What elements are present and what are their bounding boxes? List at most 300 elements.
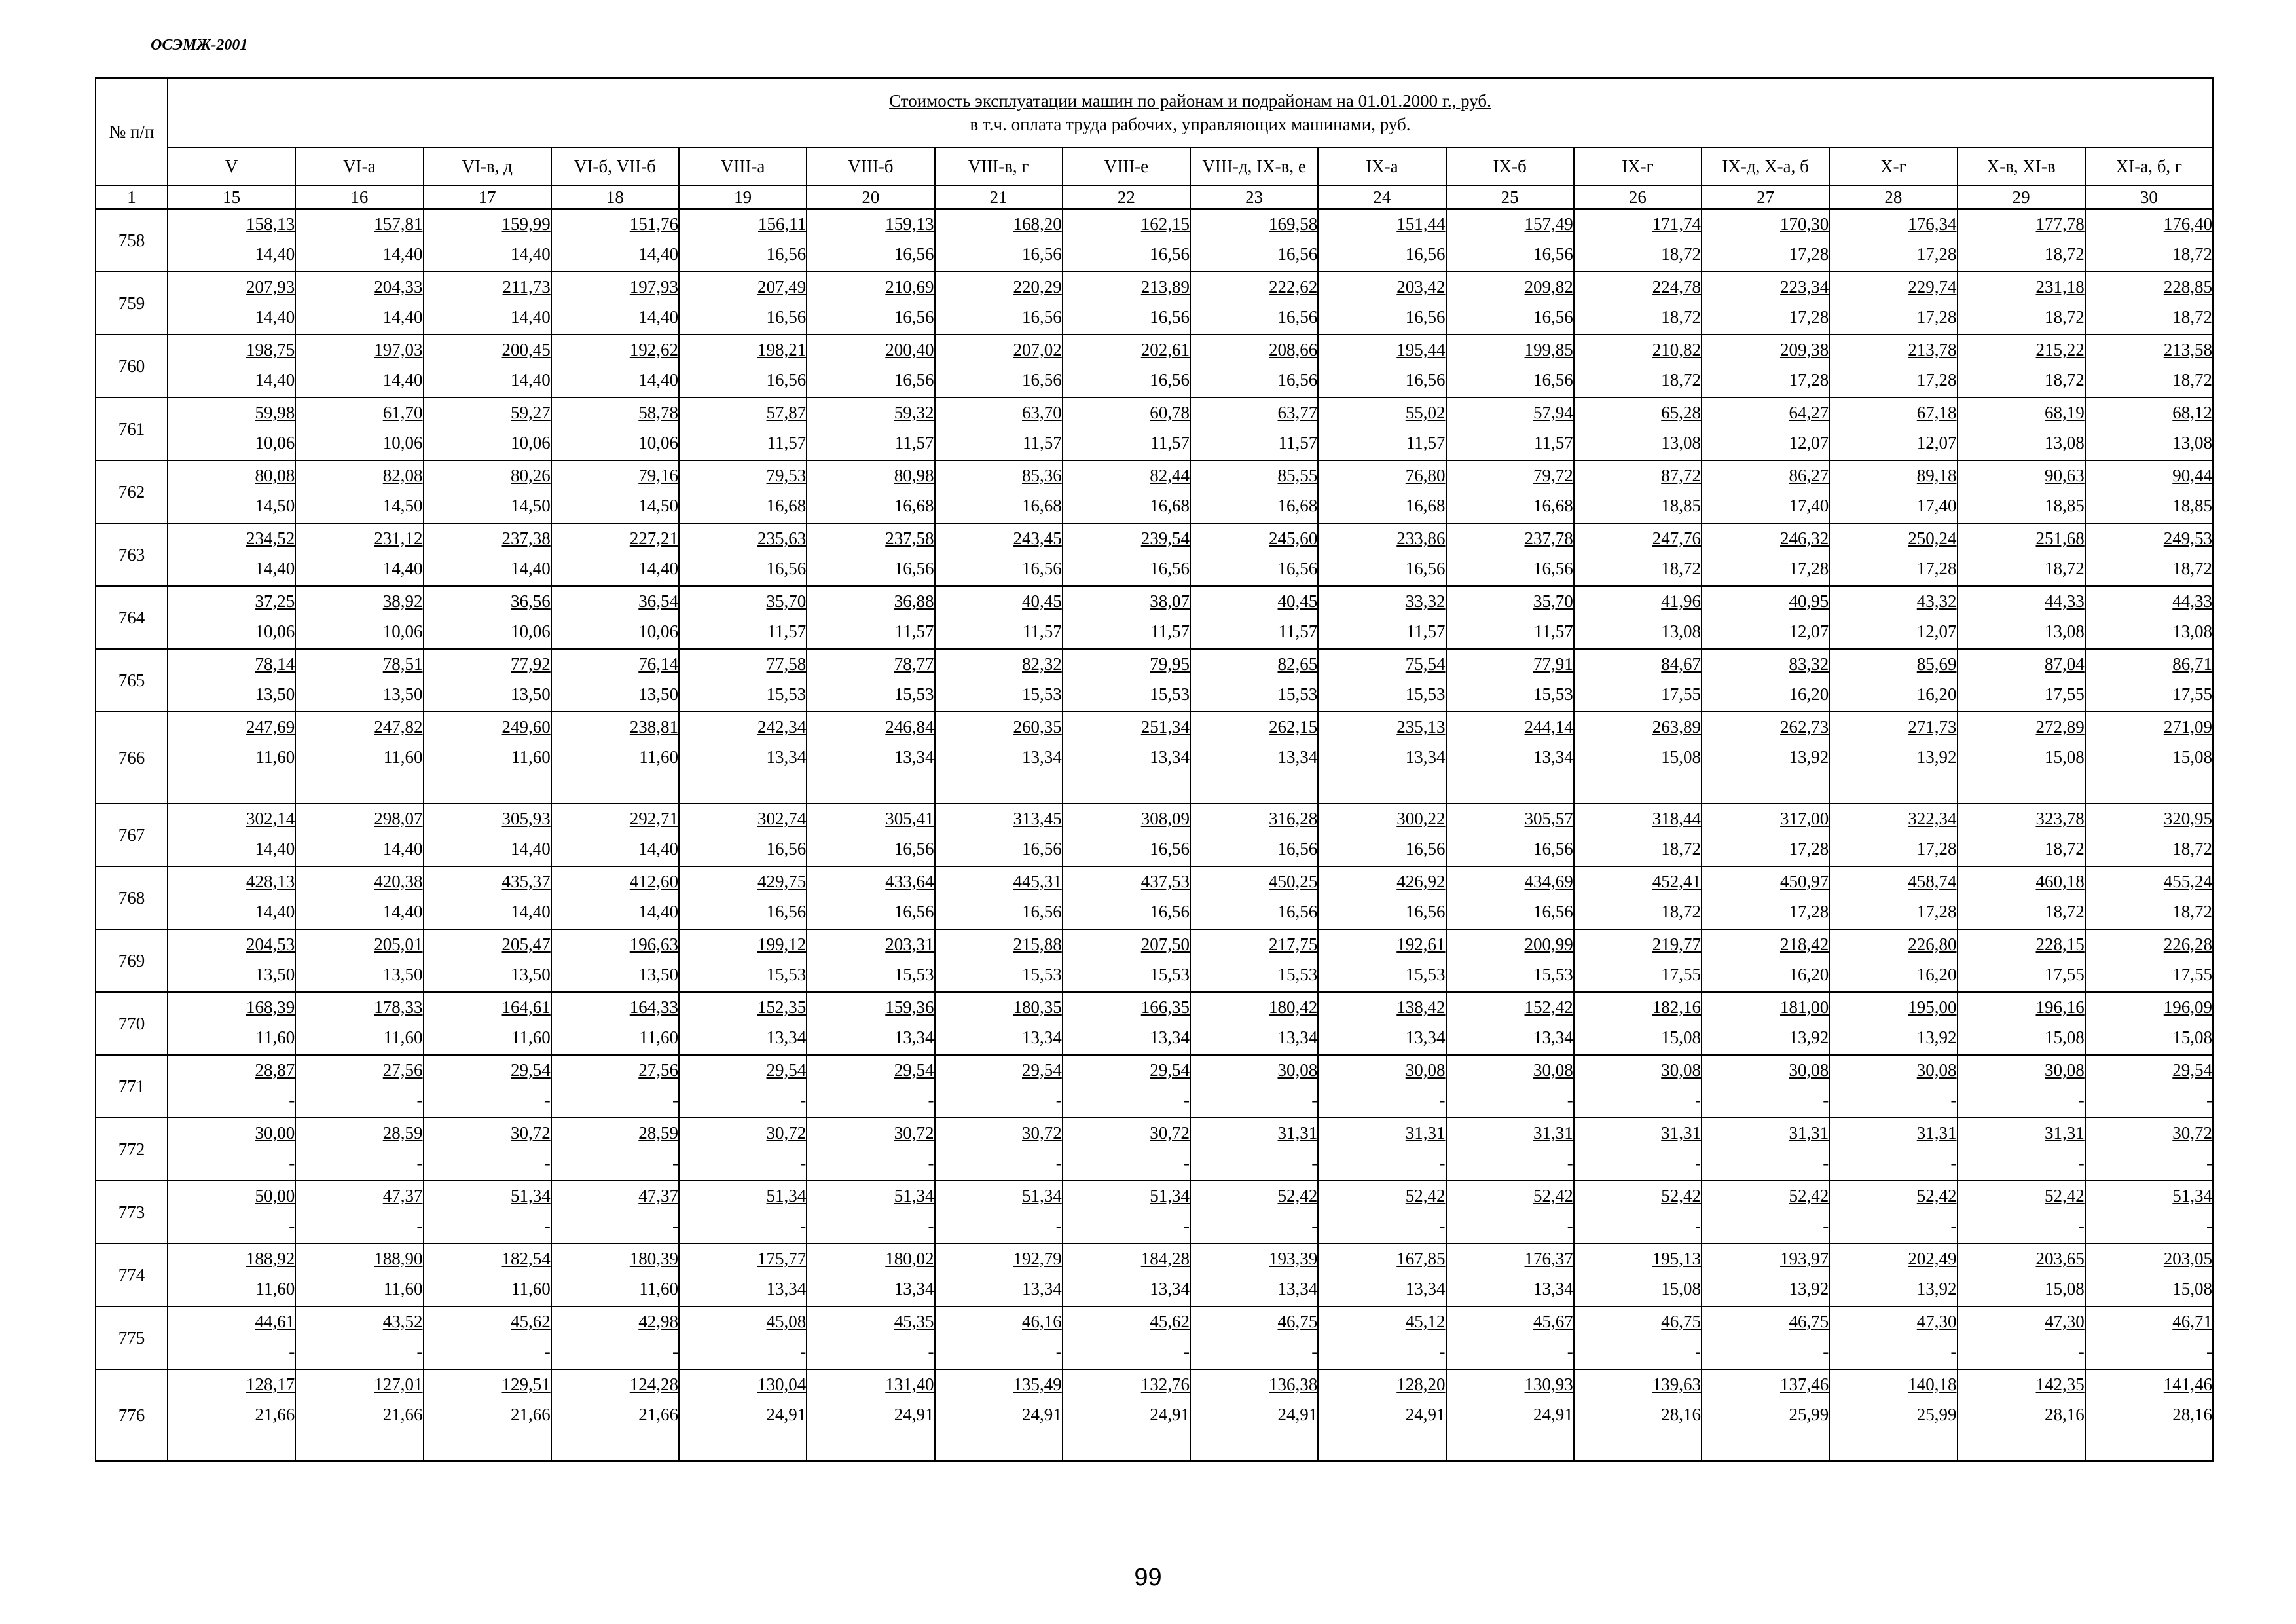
operator-wage-value: 16,56 [1533, 902, 1573, 921]
value-cell [1063, 272, 1190, 335]
machine-cost-value: 176,37 [1524, 1249, 1573, 1268]
value-cell [424, 649, 551, 712]
table-row [96, 1369, 2213, 1461]
operator-wage-value: 12,07 [1789, 433, 1829, 452]
title-line-cost: Стоимость эксплуатации машин по районам и подрайонам на 01.01.2000 г., руб. [889, 91, 1491, 111]
value-cell [424, 397, 551, 460]
value-cell [1958, 209, 2085, 272]
value-cell [295, 335, 423, 397]
operator-wage-value: 16,56 [766, 370, 807, 390]
machine-cost-value: 197,93 [629, 277, 678, 297]
value-cell [807, 335, 934, 397]
operator-wage-value: 17,28 [1916, 307, 1957, 327]
machine-cost-value: 36,56 [511, 591, 551, 611]
machine-cost-value: 168,39 [246, 997, 295, 1017]
operator-wage-value: 12,07 [1789, 621, 1829, 641]
operator-wage-value: 16,56 [1277, 902, 1318, 921]
operator-wage-value: 14,40 [382, 839, 423, 858]
value-cell [1063, 586, 1190, 649]
value-cell [1702, 649, 1829, 712]
operator-wage-value: - [1950, 1216, 1957, 1236]
value-cell [1190, 866, 1318, 929]
value-cell [2085, 272, 2213, 335]
value-cell [424, 209, 551, 272]
value-cell [168, 1055, 295, 1118]
value-cell [1318, 335, 1446, 397]
machine-cost-value: 51,34 [894, 1186, 934, 1206]
operator-wage-value: 13,34 [894, 1027, 934, 1047]
machine-cost-value: 195,13 [1652, 1249, 1701, 1268]
operator-wage-value: 13,92 [1916, 747, 1957, 767]
value-cell [1829, 712, 1957, 803]
machine-cost-value: 199,12 [757, 934, 807, 954]
machine-cost-value: 63,70 [1022, 403, 1062, 422]
operator-wage-value: - [1055, 1090, 1062, 1110]
value-cell [1958, 992, 2085, 1055]
operator-wage-value: 11,57 [1150, 433, 1190, 452]
operator-wage-value: 11,57 [1406, 433, 1446, 452]
value-cell [551, 1055, 679, 1118]
table-row [96, 272, 2213, 335]
value-cell [807, 1181, 934, 1244]
value-cell [1958, 586, 2085, 649]
value-cell [1829, 929, 1957, 992]
machine-cost-value: 30,08 [1405, 1060, 1446, 1080]
machine-cost-value: 27,56 [638, 1060, 678, 1080]
operator-wage-value: 15,53 [1277, 684, 1318, 704]
machine-cost-value: 67,18 [1916, 403, 1957, 422]
machine-cost-value: 247,76 [1652, 528, 1701, 548]
table-body [96, 209, 2213, 1461]
operator-wage-value: 16,56 [1150, 244, 1190, 264]
value-cell [1318, 649, 1446, 712]
column-index-cell: 19 [679, 185, 807, 209]
table-row [96, 209, 2213, 272]
machine-cost-value: 45,35 [894, 1312, 934, 1331]
value-cell [1574, 335, 1702, 397]
value-cell [1318, 1055, 1446, 1118]
machine-cost-value: 30,72 [1022, 1123, 1062, 1143]
table-title [168, 78, 2213, 147]
value-cell [1702, 1118, 1829, 1181]
value-cell [807, 460, 934, 523]
machine-cost-value: 203,05 [2163, 1249, 2213, 1268]
machine-cost-value: 33,32 [1405, 591, 1446, 611]
operator-wage-value: 16,68 [1533, 496, 1573, 515]
value-cell [807, 1055, 934, 1118]
operator-wage-value: - [672, 1090, 678, 1110]
operator-wage-value: 17,28 [1916, 839, 1957, 858]
value-cell [935, 272, 1063, 335]
operator-wage-value: 13,50 [255, 684, 295, 704]
value-cell [168, 460, 295, 523]
value-cell [424, 803, 551, 866]
value-cell [1190, 460, 1318, 523]
machine-cost-value: 197,03 [374, 340, 423, 360]
operator-wage-value: 18,72 [2172, 307, 2213, 327]
value-cell [679, 1055, 807, 1118]
machine-cost-value: 30,72 [1150, 1123, 1190, 1143]
machine-cost-value: 300,22 [1396, 809, 1446, 828]
row-number: 768 [96, 866, 168, 929]
operator-wage-value: 15,53 [1022, 965, 1062, 984]
value-cell [424, 272, 551, 335]
operator-wage-value: 25,99 [1789, 1405, 1829, 1424]
operator-wage-value: 17,28 [1789, 244, 1829, 264]
machine-cost-value: 426,92 [1396, 872, 1446, 891]
value-cell [295, 523, 423, 586]
operator-wage-value: 13,08 [1661, 621, 1701, 641]
value-cell [551, 1306, 679, 1369]
operator-wage-value: 13,34 [1533, 747, 1573, 767]
column-index-cell: 22 [1063, 185, 1190, 209]
value-cell [2085, 1244, 2213, 1306]
operator-wage-value: 13,34 [766, 747, 807, 767]
value-cell [1958, 1118, 2085, 1181]
value-cell [1063, 1244, 1190, 1306]
machine-cost-value: 157,81 [374, 214, 423, 234]
operator-wage-value: 14,50 [638, 496, 678, 515]
machine-cost-value: 79,53 [766, 466, 807, 485]
operator-wage-value: - [800, 1216, 807, 1236]
operator-wage-value: - [289, 1153, 295, 1173]
value-cell [551, 866, 679, 929]
value-cell [1574, 1181, 1702, 1244]
value-cell [935, 803, 1063, 866]
machine-cost-value: 76,80 [1405, 466, 1446, 485]
value-cell [1446, 272, 1574, 335]
operator-wage-value: - [1567, 1342, 1573, 1361]
value-cell [1063, 992, 1190, 1055]
operator-wage-value: 13,50 [255, 965, 295, 984]
machine-cost-value: 87,04 [2045, 654, 2085, 674]
value-cell [1318, 523, 1446, 586]
machine-cost-value: 30,08 [1533, 1060, 1573, 1080]
operator-wage-value: 16,56 [1405, 307, 1446, 327]
value-cell [295, 1055, 423, 1118]
value-cell [1446, 1118, 1574, 1181]
machine-cost-value: 188,92 [246, 1249, 295, 1268]
row-number: 772 [96, 1118, 168, 1181]
operator-wage-value: 14,50 [382, 496, 423, 515]
value-cell [1446, 992, 1574, 1055]
column-header: VI-а [295, 147, 423, 185]
value-cell [1574, 649, 1702, 712]
value-cell [168, 866, 295, 929]
machine-cost-value: 85,69 [1916, 654, 1957, 674]
table-row [96, 649, 2213, 712]
value-cell [1574, 523, 1702, 586]
row-number: 774 [96, 1244, 168, 1306]
operator-wage-value: 16,20 [1789, 684, 1829, 704]
page-number: 99 [1134, 1564, 1162, 1591]
column-index-cell: 26 [1574, 185, 1702, 209]
value-cell [1063, 649, 1190, 712]
value-cell [1958, 803, 2085, 866]
machine-cost-value: 305,41 [885, 809, 934, 828]
machine-cost-value: 79,95 [1150, 654, 1190, 674]
operator-wage-value: 14,40 [382, 244, 423, 264]
column-header: VIII-в, г [935, 147, 1063, 185]
machine-cost-value: 43,32 [1916, 591, 1957, 611]
value-cell [168, 1181, 295, 1244]
machine-cost-value: 164,33 [629, 997, 678, 1017]
machine-cost-value: 30,00 [255, 1123, 295, 1143]
machine-cost-value: 47,37 [638, 1186, 678, 1206]
operator-wage-value: 16,56 [1405, 902, 1446, 921]
machine-cost-value: 31,31 [1533, 1123, 1573, 1143]
cost-table [95, 77, 2214, 1462]
operator-wage-value: 16,56 [1150, 370, 1190, 390]
operator-wage-value: 13,34 [766, 1027, 807, 1047]
machine-cost-value: 217,75 [1269, 934, 1318, 954]
value-cell [1063, 1181, 1190, 1244]
machine-cost-value: 176,34 [1908, 214, 1957, 234]
operator-wage-value: 16,56 [1150, 839, 1190, 858]
machine-cost-value: 78,14 [255, 654, 295, 674]
value-cell [1063, 1306, 1190, 1369]
table-row [96, 929, 2213, 992]
value-cell [1446, 803, 1574, 866]
machine-cost-value: 30,08 [2045, 1060, 2085, 1080]
operator-wage-value: - [928, 1153, 934, 1173]
row-number: 773 [96, 1181, 168, 1244]
value-cell [2085, 1055, 2213, 1118]
column-header: X-в, XI-в [1958, 147, 2085, 185]
operator-wage-value: - [672, 1153, 678, 1173]
value-cell [807, 712, 934, 803]
value-cell [551, 803, 679, 866]
value-cell [168, 586, 295, 649]
value-cell [807, 1369, 934, 1461]
machine-cost-value: 29,54 [1150, 1060, 1190, 1080]
operator-wage-value: - [928, 1216, 934, 1236]
value-cell [551, 712, 679, 803]
machine-cost-value: 228,15 [2035, 934, 2085, 954]
value-cell [168, 1306, 295, 1369]
machine-cost-value: 204,53 [246, 934, 295, 954]
operator-wage-value: - [1823, 1342, 1829, 1361]
machine-cost-value: 135,49 [1013, 1375, 1062, 1394]
value-cell [551, 929, 679, 992]
value-cell [807, 1306, 934, 1369]
value-cell [1574, 586, 1702, 649]
machine-cost-value: 78,51 [382, 654, 423, 674]
operator-wage-value: - [2078, 1090, 2085, 1110]
value-cell [1829, 460, 1957, 523]
operator-wage-value: 14,40 [638, 559, 678, 578]
value-cell [1318, 1181, 1446, 1244]
value-cell [295, 209, 423, 272]
operator-wage-value: 28,16 [2045, 1405, 2085, 1424]
operator-wage-value: 18,85 [2045, 496, 2085, 515]
value-cell [295, 1244, 423, 1306]
column-index-row [96, 185, 2213, 209]
value-cell [1446, 1055, 1574, 1118]
value-cell [935, 929, 1063, 992]
value-cell [1702, 209, 1829, 272]
value-cell [1190, 586, 1318, 649]
machine-cost-value: 38,07 [1150, 591, 1190, 611]
machine-cost-value: 302,74 [757, 809, 807, 828]
machine-cost-value: 87,72 [1661, 466, 1701, 485]
machine-cost-value: 79,72 [1533, 466, 1573, 485]
machine-cost-value: 27,56 [382, 1060, 423, 1080]
value-cell [1702, 397, 1829, 460]
machine-cost-value: 182,16 [1652, 997, 1701, 1017]
operator-wage-value: 10,06 [638, 433, 678, 452]
operator-wage-value: - [2078, 1153, 2085, 1173]
operator-wage-value: 13,34 [894, 747, 934, 767]
value-cell [295, 649, 423, 712]
operator-wage-value: 16,56 [1405, 370, 1446, 390]
operator-wage-value: 16,56 [1533, 244, 1573, 264]
operator-wage-value: 15,53 [1533, 684, 1573, 704]
machine-cost-value: 164,61 [501, 997, 551, 1017]
machine-cost-value: 52,42 [1916, 1186, 1957, 1206]
value-cell [424, 1055, 551, 1118]
value-cell [168, 335, 295, 397]
operator-wage-value: 18,72 [2172, 244, 2213, 264]
value-cell [1063, 209, 1190, 272]
machine-cost-value: 36,54 [638, 591, 678, 611]
operator-wage-value: 13,34 [1150, 1027, 1190, 1047]
operator-wage-value: 16,56 [1022, 839, 1062, 858]
machine-cost-value: 64,27 [1789, 403, 1829, 422]
value-cell [295, 803, 423, 866]
value-cell [1190, 803, 1318, 866]
column-header: VIII-е [1063, 147, 1190, 185]
value-cell [1318, 866, 1446, 929]
operator-wage-value: 18,85 [2172, 496, 2213, 515]
operator-wage-value: 18,72 [2045, 559, 2085, 578]
operator-wage-value: 17,28 [1789, 839, 1829, 858]
machine-cost-value: 213,78 [1908, 340, 1957, 360]
machine-cost-value: 298,07 [374, 809, 423, 828]
value-cell [424, 586, 551, 649]
value-cell [2085, 712, 2213, 803]
operator-wage-value: 13,92 [1916, 1279, 1957, 1299]
machine-cost-value: 215,88 [1013, 934, 1062, 954]
value-cell [551, 1181, 679, 1244]
operator-wage-value: 13,08 [2045, 433, 2085, 452]
value-cell [935, 586, 1063, 649]
value-cell [807, 1244, 934, 1306]
machine-cost-value: 228,85 [2163, 277, 2213, 297]
machine-cost-value: 77,91 [1533, 654, 1573, 674]
machine-cost-value: 200,45 [501, 340, 551, 360]
value-cell [1829, 1181, 1957, 1244]
value-cell [1190, 1306, 1318, 1369]
operator-wage-value: 15,53 [1533, 965, 1573, 984]
value-cell [679, 523, 807, 586]
machine-cost-value: 455,24 [2163, 872, 2213, 891]
machine-cost-value: 46,75 [1789, 1312, 1829, 1331]
operator-wage-value: 15,08 [2045, 1279, 2085, 1299]
value-cell [424, 712, 551, 803]
column-header: IX-д, X-а, б [1702, 147, 1829, 185]
operator-wage-value: 11,60 [639, 747, 678, 767]
machine-cost-value: 82,44 [1150, 466, 1190, 485]
table-row [96, 1181, 2213, 1244]
machine-cost-value: 209,82 [1524, 277, 1573, 297]
machine-cost-value: 205,47 [501, 934, 551, 954]
machine-cost-value: 44,61 [255, 1312, 295, 1331]
machine-cost-value: 52,42 [1405, 1186, 1446, 1206]
machine-cost-value: 308,09 [1140, 809, 1190, 828]
machine-cost-value: 152,35 [757, 997, 807, 1017]
operator-wage-value: 16,56 [1405, 244, 1446, 264]
operator-wage-value: 16,56 [894, 244, 934, 264]
machine-cost-value: 195,00 [1908, 997, 1957, 1017]
table-row [96, 1118, 2213, 1181]
operator-wage-value: 17,55 [2172, 965, 2213, 984]
machine-cost-value: 231,12 [374, 528, 423, 548]
value-cell [1318, 586, 1446, 649]
machine-cost-value: 55,02 [1405, 403, 1446, 422]
machine-cost-value: 167,85 [1396, 1249, 1446, 1268]
operator-wage-value: 15,53 [894, 965, 934, 984]
machine-cost-value: 59,32 [894, 403, 934, 422]
table-row [96, 460, 2213, 523]
machine-cost-value: 244,14 [1524, 717, 1573, 737]
value-cell [679, 929, 807, 992]
value-cell [935, 712, 1063, 803]
machine-cost-value: 412,60 [629, 872, 678, 891]
machine-cost-value: 29,54 [766, 1060, 807, 1080]
operator-wage-value: 17,28 [1789, 559, 1829, 578]
operator-wage-value: 16,56 [766, 307, 807, 327]
operator-wage-value: 14,40 [255, 370, 295, 390]
value-cell [1190, 209, 1318, 272]
value-cell [1574, 929, 1702, 992]
machine-cost-value: 249,53 [2163, 528, 2213, 548]
machine-cost-value: 36,88 [894, 591, 934, 611]
value-cell [551, 992, 679, 1055]
operator-wage-value: 16,68 [1022, 496, 1062, 515]
value-cell [424, 523, 551, 586]
machine-cost-value: 35,70 [766, 591, 807, 611]
value-cell [424, 992, 551, 1055]
table-row [96, 335, 2213, 397]
machine-cost-value: 65,28 [1661, 403, 1701, 422]
value-cell [679, 1181, 807, 1244]
machine-cost-value: 45,62 [511, 1312, 551, 1331]
operator-wage-value: 13,08 [1661, 433, 1701, 452]
operator-wage-value: 16,56 [1533, 839, 1573, 858]
machine-cost-value: 178,33 [374, 997, 423, 1017]
value-cell [168, 649, 295, 712]
operator-wage-value: 16,68 [1405, 496, 1446, 515]
value-cell [551, 523, 679, 586]
value-cell [1190, 335, 1318, 397]
operator-wage-value: 16,56 [1022, 559, 1062, 578]
value-cell [1574, 209, 1702, 272]
machine-cost-value: 84,67 [1661, 654, 1701, 674]
value-cell [1190, 712, 1318, 803]
value-cell [168, 209, 295, 272]
column-index-cell: 15 [168, 185, 295, 209]
operator-wage-value: 16,56 [1022, 370, 1062, 390]
operator-wage-value: 18,72 [1661, 370, 1701, 390]
machine-cost-value: 434,69 [1524, 872, 1573, 891]
value-cell [168, 1244, 295, 1306]
operator-wage-value: - [1567, 1216, 1573, 1236]
operator-wage-value: 13,34 [1405, 747, 1446, 767]
value-cell [551, 272, 679, 335]
operator-wage-value: 15,08 [1661, 747, 1701, 767]
machine-cost-value: 89,18 [1916, 466, 1957, 485]
